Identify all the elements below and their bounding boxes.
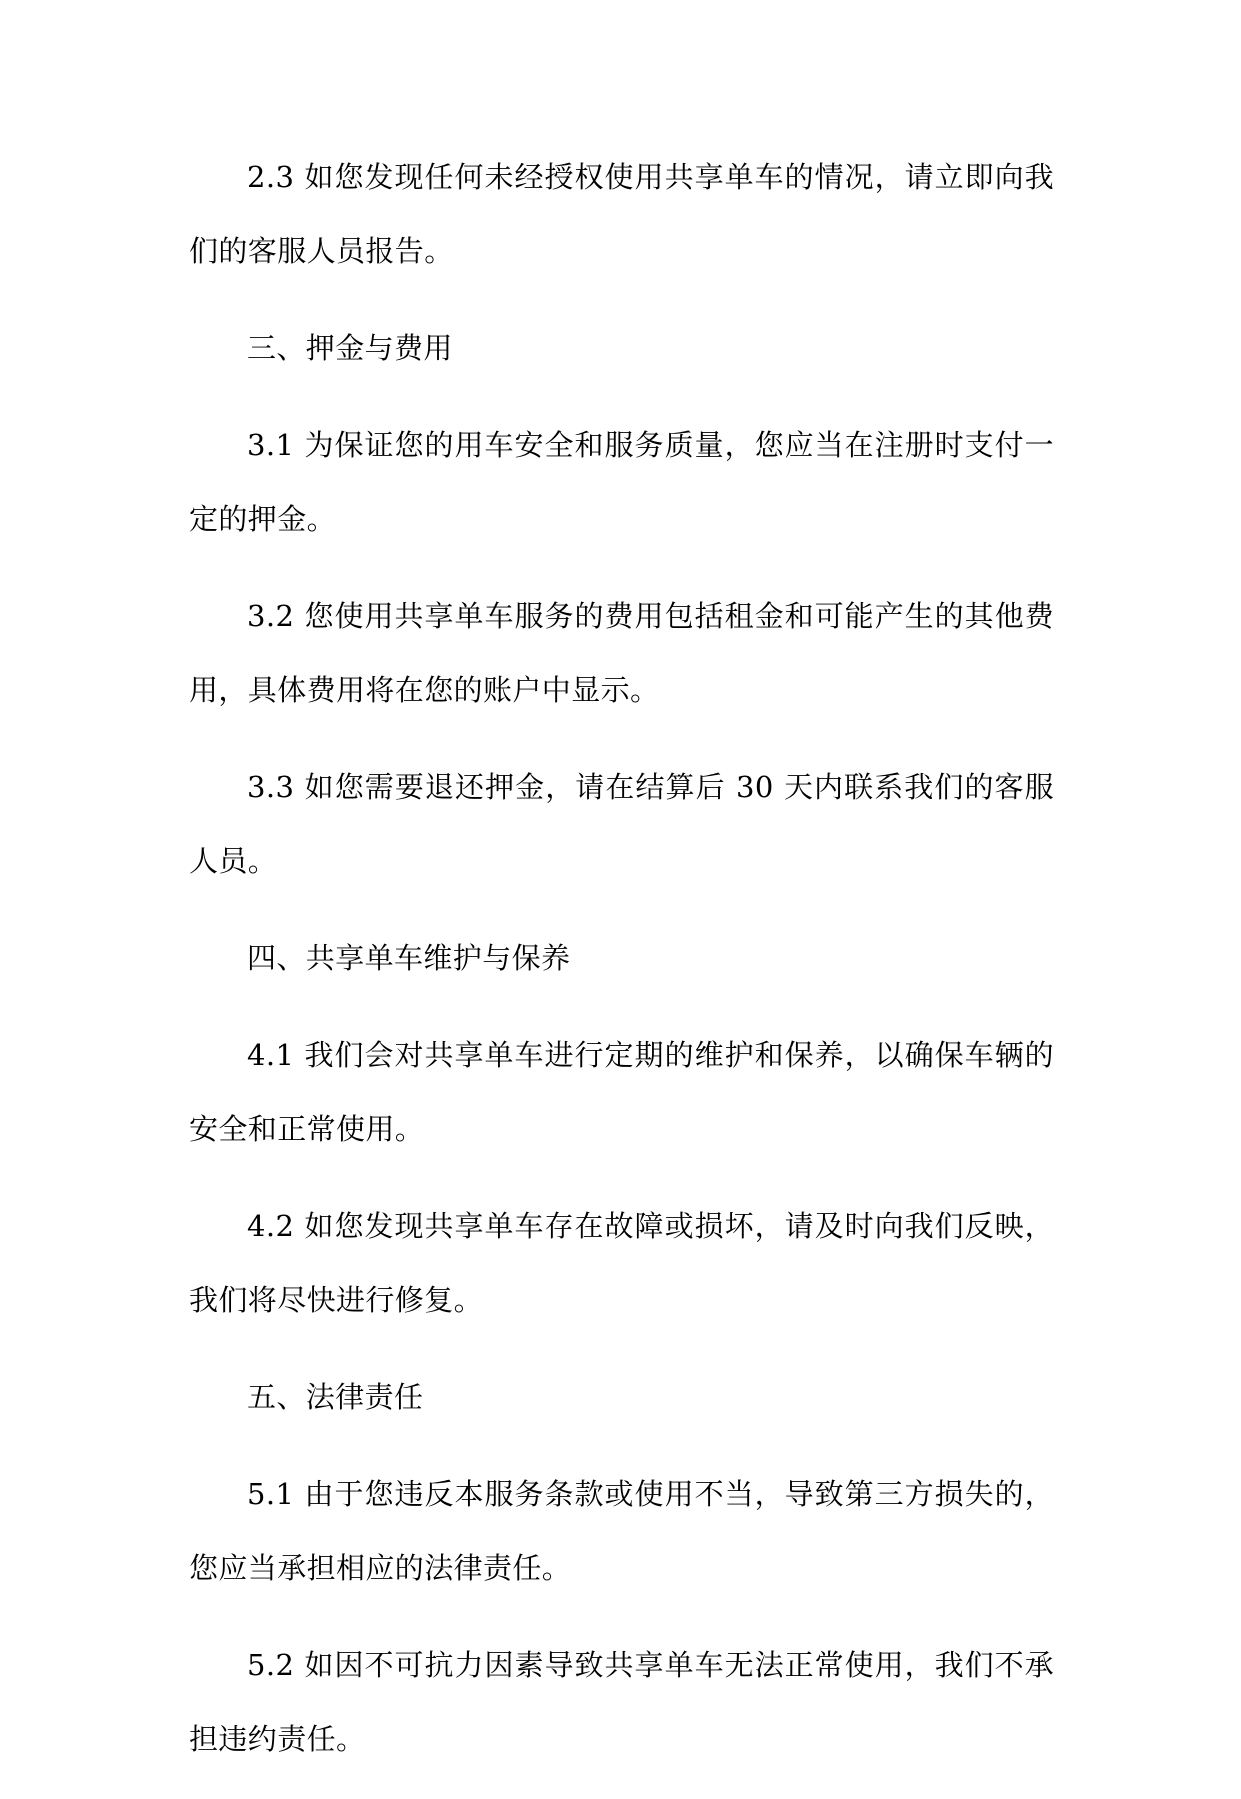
clause-4-2: 4.2 如您发现共享单车存在故障或损坏，请及时向我们反映，我们将尽快进行修复。 (189, 1209, 1054, 1317)
clause-3-3: 3.3 如您需要退还押金，请在结算后 30 天内联系我们的客服人员。 (189, 770, 1054, 878)
clause-2-3: 2.3 如您发现任何未经授权使用共享单车的情况，请立即向我们的客服人员报告。 (189, 160, 1054, 268)
clause-3-2: 3.2 您使用共享单车服务的费用包括租金和可能产生的其他费用，具体费用将在您的账户中显示。 (189, 599, 1054, 707)
section-heading-deposit-fees: 三、押金与费用 (247, 331, 453, 365)
clause-5-2: 5.2 如因不可抗力因素导致共享单车无法正常使用，我们不承担违约责任。 (189, 1648, 1054, 1756)
clause-4-1: 4.1 我们会对共享单车进行定期的维护和保养，以确保车辆的安全和正常使用。 (189, 1038, 1054, 1146)
section-heading-maintenance: 四、共享单车维护与保养 (247, 941, 571, 975)
clause-5-1: 5.1 由于您违反本服务条款或使用不当，导致第三方损失的，您应当承担相应的法律责任。 (189, 1477, 1054, 1585)
clause-3-1: 3.1 为保证您的用车安全和服务质量，您应当在注册时支付一定的押金。 (189, 428, 1054, 536)
section-heading-legal-liability: 五、法律责任 (247, 1380, 424, 1414)
document-body (189, 140, 1054, 1799)
